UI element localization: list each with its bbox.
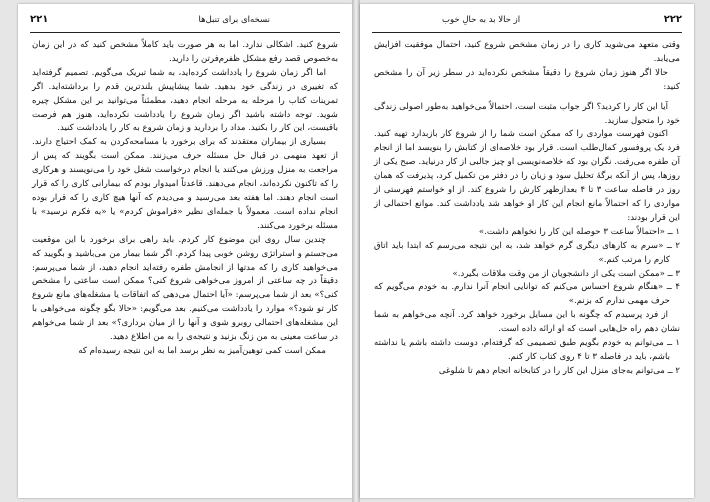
intro-paragraph: وقتی متعهد می‌شوید کاری را در زمان مشخص شروع کنید، احتمال موفقیت افزایش می‌یابد.	[374, 40, 680, 64]
list-item: ۱ ــ «احتمالاً ساعت ۳ حوصله این کار را نخواهم داشت.»	[478, 226, 680, 237]
running-title-left: نسخه‌ای برای تنبل‌ها	[198, 15, 270, 25]
paragraph: بسیاری از بیماران معتقدند که برای برخورد با مسامحه‌کردن به کمک احتیاج دارند. از تعهد منهمی در قبال حل مسئله حرف می‌زنند. ممکن است بگویند که پس از مراجعت به منزل ورزش می‌کنند یا انجام درخواست شغل خود را می‌نویسند و هرکاری را که تاکنون نکرده‌اند، انجام می‌دهند. قاعدتاً امیدوار بودم که بیمارانی کاری را که قرار است انجام دهند. اما هفته بعد می‌رسید و می‌دیدم که آنها هیچ کاری را که قرار بوده انجام نداده است. معمولاً با جمله‌ای نظیر «فراموش کردم» یا «به فکرم نرسید» با مسئله برخورد می‌کنند.	[32, 137, 338, 231]
list-item: ۲ ــ می‌توانم به‌جای منزل این کار را در کتابخانه انجام دهم تا شلوغی	[438, 365, 680, 376]
paragraph: آیا این کار را کردید؟ اگر جواب مثبت است، احتمالاً می‌خواهید به‌طور اصولی زندگی خود را متحول سازید.	[374, 101, 680, 126]
page-number-222: ۲۲۲	[663, 14, 682, 25]
left-page-header	[30, 10, 340, 33]
paragraph: از فرد پرسیدم که چگونه با این مسایل برخورد خواهد کرد. آنچه می‌خواهم به شما نشان دهم راه حل‌هایی است که او ارائه داده است.	[374, 310, 680, 335]
list-item: ۳ ــ «ممکن است یکی از دانشجویان از من وقت ملاقات بگیرد.»	[452, 268, 680, 279]
left-page	[18, 4, 352, 498]
running-title-right: از حالا بد به حالِ خوب	[442, 15, 521, 25]
prompt-paragraph: حالا اگر هنوز زمان شروع را دقیقاً مشخص نکرده‌اید در سطر زیر آن را مشخص کنید:	[374, 67, 680, 92]
list-item: ۱ ــ می‌توانم به خودم بگویم طبق تصمیمی که گرفته‌ام، دوست داشته باشم یا نداشته باشم، باید در فاصله ۳ تا ۴ روی کتاب کار کنم.	[374, 338, 680, 362]
paragraph: اکنون فهرست مواردی را که ممکن است شما را از شروع کار بازبدارد تهیه کنید. فرد یک پروفسور کمال‌طلب است. قرار بود خلاصه‌ای از کتابش را بنویسد اما از انجام آن طفره می‌رفت. نگران بود که خلاصه‌نویسی او چیز جالبی از کار درنیاید. صبح یکی از روزها، پس از آنکه برگهٔ تحلیل سود و زیان را در دفتر من تکمیل کرد، پذیرفت که همان روز در فاصله ساعت ۳ تا ۴ بعدازظهر کارش را شروع کند. از او خواستم فهرستی از مواردی را که احتمالاً مانع انجام این کار او خواهد شد یادداشت کند. موانع احتمالی از این قرار بودند:	[373, 129, 681, 223]
paragraph: چندین سال روی این موضوع کار کردم. باید راهی برای برخورد با این موقعیت می‌جستم و استراتژی روشن خوبی پیدا کردم. اگر شما بیمار من می‌باشید و بگویید که می‌خواهید کاری را که مدتها از انجامش طفره رفته‌اید انجام دهید، از شما می‌پرسم: دقیقاً در چه ساعتی از امروز می‌خواهی شروع کنی؟ ممکن است ساعتی را مشخص کنی؟» بعد از شما می‌پرسم: «آیا احتمال می‌دهی که اتفاقات یا مشغله‌های مانع شروع کار تو شود؟» موارد را یادداشت می‌کنیم. بعد می‌گویم: «حالا بگو چگونه می‌خواهی با این مشغله‌های احتمالی روبرو شوی و آنها را از میان برداری؟» بعد از شما می‌خواهم در ساعت معینی به من زنگ بزنید و نتیجه‌ی را به من اطلاع دهید.	[32, 234, 338, 343]
list-item: ۲ ــ «سرم به کارهای دیگری گرم خواهد شد، به این نتیجه می‌رسم که ابتدا باید اتاق کارم را مرتب کنم.»	[374, 240, 680, 265]
page-number-221: ۲۲۱	[30, 14, 49, 25]
left-page-body	[18, 33, 352, 359]
paragraph: ممکن است کمی توهین‌آمیز به نظر برسد اما به این نتیجه رسیده‌ام که	[78, 345, 326, 356]
right-page	[360, 4, 694, 498]
right-page-header	[372, 10, 682, 33]
list-item: ۴ ــ «هنگام شروع احساس می‌کنم که توانایی انجام آنرا ندارم. به خودم می‌گویم که حرف مهمی ندارم که بزنم.»	[374, 282, 680, 307]
paragraph: اما اگر زمان شروع را یادداشت کرده‌اید، به شما تبریک می‌گویم. تصمیم گرفته‌اید که تغییری در زندگی خود بدهید. شما پیشاپیش بلندترین قدم را برداشته‌اید. اگر تمرینات کتاب را مرحله به مرحله انجام دهید، مطمئناً می‌توانید بر این مشکل چیره شوید. توجه داشته باشید اگر زمان شروع را یادداشت نکرده‌اید، هنوز هم فرصت باقیست، این کار را بکنید. مداد را بردارید و زمان شروع به کار را یادداشت کنید.	[32, 67, 338, 134]
paragraph: شروع کنید. اشکالی ندارد. اما به هر صورت باید کاملاً مشخص کنید که در این زمان به‌خصوص قصد رفع مشکل ظفرم‌فرتن را دارید.	[32, 40, 338, 64]
book-gutter	[352, 0, 360, 502]
right-page-body	[360, 33, 694, 379]
